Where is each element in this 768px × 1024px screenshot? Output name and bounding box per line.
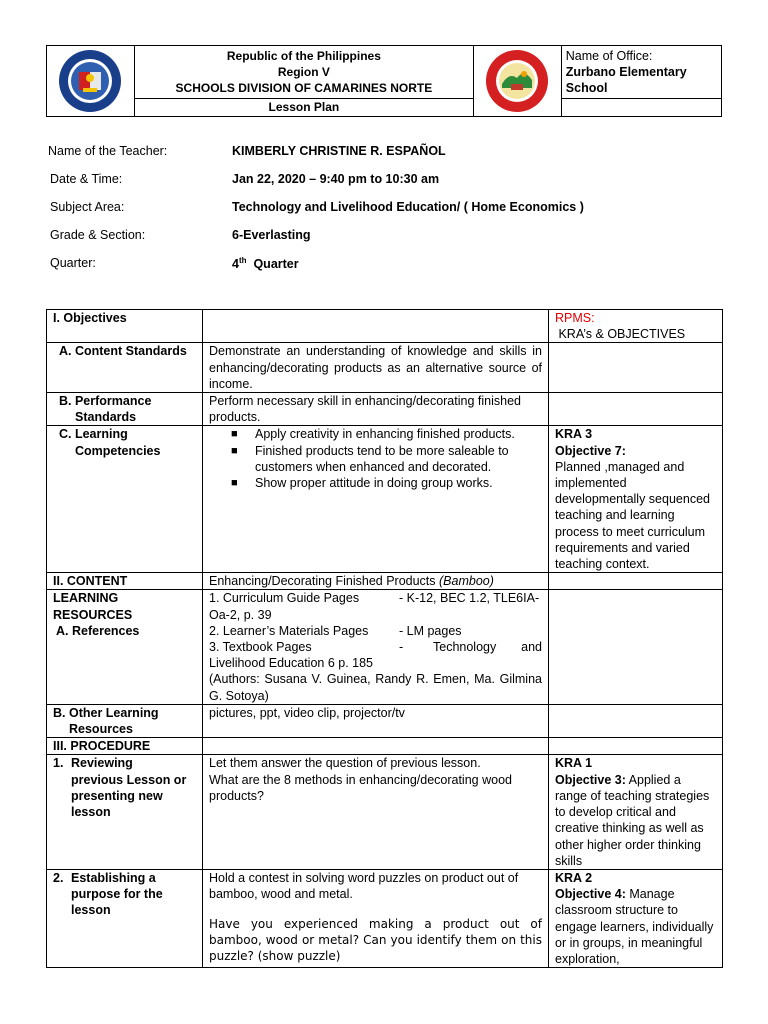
step2-text: Hold a contest in solving word puzzles on product out of bamboo, wood and metal. Have you experienced making a product out of bamboo, wood or metal? Can you identify them on this puzzle? (show puzzle) — [203, 869, 549, 967]
region-line: Region V — [277, 65, 330, 79]
references-text: 1. Curriculum Guide Pages - K-12, BEC 1.2, TLE6IA- Oa-2, p. 39 2. Learner’s Materials Pages - LM pages 3. Textbook Pages - Technology and Livelihood Education 6 p. 185 (Authors: Susana V. Guinea, Randy R. Emen, Ma. Gilmina G. Sotoya) — [203, 590, 549, 704]
deped-seal-cell — [47, 46, 135, 117]
references-label: LEARNING RESOURCES A. References — [47, 590, 203, 704]
step1-text: Let them answer the question of previous lesson. What are the 8 methods in enhancing/decorating wood products? — [203, 755, 549, 869]
info-label: Subject Area: — [50, 200, 125, 214]
division-seal-cell — [473, 46, 561, 117]
content-label: II. CONTENT — [47, 573, 203, 590]
procedure-label: III. PROCEDURE — [47, 738, 203, 755]
step2-label: 2. Establishing a purpose for the lesson — [47, 869, 203, 967]
learning-competencies-label: C. Learning Competencies — [47, 426, 203, 573]
info-label: Date & Time: — [50, 172, 123, 186]
republic-line: Republic of the Philippines — [226, 49, 381, 63]
info-quarter — [46, 256, 726, 284]
row-performance-standards — [47, 393, 723, 426]
performance-standards-label: B. Performance Standards — [47, 393, 203, 426]
lesson-plan-table — [46, 309, 723, 968]
content-standards-text: Demonstrate an understanding of knowledge and skills in enhancing/decorating products as an alternative source of income. — [203, 343, 549, 393]
subject-area: Technology and Livelihood Education/ ( Home Economics ) — [232, 200, 584, 214]
kra2-cell: KRA 2 Objective 4: Manage classroom structure to engage learners, individually or in groups, in meaningful exploration, — [549, 869, 723, 967]
division-seal-icon — [474, 46, 561, 116]
info-subject — [46, 200, 726, 228]
row-content-standards — [47, 343, 723, 393]
objectives-label: I. Objectives — [47, 310, 203, 343]
row-learning-competencies — [47, 426, 723, 573]
header-center — [134, 46, 473, 99]
doc-type-cell — [134, 99, 473, 117]
office-cell — [561, 46, 721, 99]
kra1-cell: KRA 1 Objective 3: Applied a range of teaching strategies to develop critical and creative thinking as well as other higher order thinking skills — [549, 755, 723, 869]
deped-seal-icon — [47, 46, 134, 116]
other-resources-text: pictures, ppt, video clip, projector/tv — [203, 704, 549, 737]
performance-standards-text: Perform necessary skill in enhancing/decorating finished products. — [203, 393, 549, 426]
row-other-resources — [47, 704, 723, 737]
other-resources-label: B. Other Learning Resources — [47, 704, 203, 737]
header-table — [46, 45, 722, 117]
kra3-cell: KRA 3 Objective 7: Planned ,managed and implemented developmentally sequenced teaching and learning process to meet curriculum requirements and varied teaching context. — [549, 426, 723, 573]
info-date — [46, 172, 726, 200]
division-line: SCHOOLS DIVISION OF CAMARINES NORTE — [175, 81, 433, 95]
office-name: Zurbano Elementary School — [565, 65, 687, 95]
list-item: ■ Finished products tend to be more saleable to customers when enhanced and decorated. — [209, 443, 542, 475]
step1-label: 1. Reviewing previous Lesson or presenting new lesson — [47, 755, 203, 869]
list-item: ■ Show proper attitude in doing group works. — [209, 475, 542, 491]
office-empty-cell — [561, 99, 721, 117]
row-step2 — [47, 869, 723, 967]
row-references — [47, 590, 723, 704]
info-label: Name of the Teacher: — [48, 144, 168, 158]
row-procedure — [47, 738, 723, 755]
lesson-info — [46, 144, 726, 284]
quarter: 4th Quarter — [232, 256, 299, 272]
row-step1 — [47, 755, 723, 869]
row-content — [47, 573, 723, 590]
rpms-header: RPMS: KRA’s & OBJECTIVES — [549, 310, 723, 343]
teacher-name: KIMBERLY CHRISTINE R. ESPAÑOL — [232, 144, 446, 158]
content-text: Enhancing/Decorating Finished Products (Bamboo) — [203, 573, 549, 590]
info-teacher — [46, 144, 726, 172]
info-label: Quarter: — [50, 256, 96, 270]
date-time: Jan 22, 2020 – 9:40 pm to 10:30 am — [232, 172, 440, 186]
office-label: Name of Office: — [565, 49, 653, 63]
content-standards-label: A. Content Standards — [47, 343, 203, 393]
row-objectives — [47, 310, 723, 343]
doc-type: Lesson Plan — [268, 100, 340, 114]
list-item: ■ Apply creativity in enhancing finished products. — [209, 426, 542, 442]
learning-competencies-list — [203, 426, 549, 573]
info-grade — [46, 228, 726, 256]
info-label: Grade & Section: — [50, 228, 146, 242]
grade-section: 6-Everlasting — [232, 228, 311, 242]
